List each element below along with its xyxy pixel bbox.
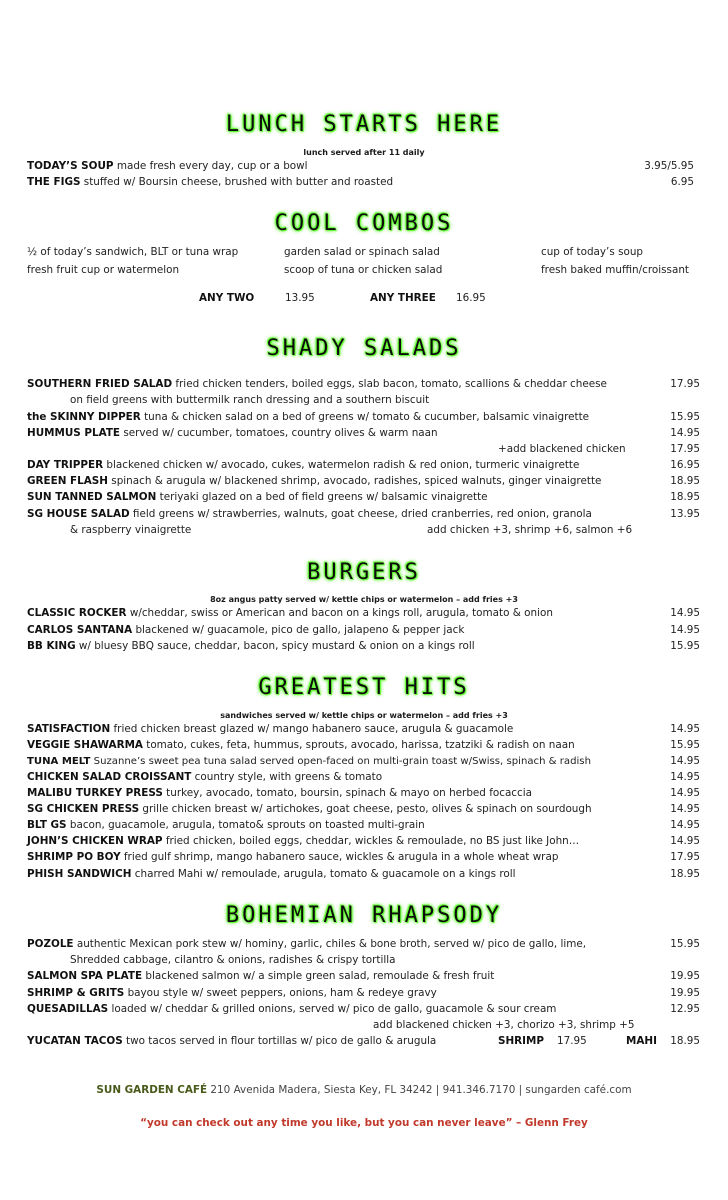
burgers-heading: BURGERS	[307, 560, 421, 585]
item-price: 18.95	[670, 491, 700, 503]
menu-item	[27, 970, 494, 983]
any-two-label: ANY TWO	[199, 292, 255, 304]
item-name: SHRIMP PO BOY	[27, 851, 121, 863]
item-name: SHRIMP & GRITS	[27, 987, 125, 999]
item-name: SATISFACTION	[27, 723, 111, 735]
menu-item	[27, 739, 575, 752]
restaurant-info	[0, 1084, 728, 1096]
menu-item	[27, 851, 558, 864]
any-three-label: ANY THREE	[370, 292, 436, 304]
item-price: 18.95	[670, 475, 700, 487]
item-price: 14.95	[670, 723, 700, 735]
item-price: 14.95	[670, 835, 700, 847]
combos-heading: COOL COMBOS	[274, 211, 454, 236]
item-desc: w/cheddar, swiss or American and bacon on a kings roll, arugula, tomato & onion	[126, 607, 553, 619]
item-name: TUNA MELT	[27, 756, 91, 767]
addon-text: add chicken +3, shrimp +6, salmon +6	[427, 524, 633, 536]
item-desc: two tacos served in flour tortillas w/ pico de gallo & arugula	[122, 1035, 437, 1047]
item-price: 14.95	[670, 771, 700, 783]
menu-item	[27, 868, 516, 881]
item-price: 15.95	[670, 938, 700, 950]
item-name: PHISH SANDWICH	[27, 868, 132, 880]
item-price: 14.95	[670, 819, 700, 831]
item-desc-continued: on field greens with buttermilk ranch dressing and a southern biscuit	[70, 394, 430, 406]
item-desc: tuna & chicken salad on a bed of greens w/ tomato & cucumber, balsamic vinaigrette	[140, 411, 590, 423]
item-desc-continued: & raspberry vinaigrette	[70, 524, 192, 536]
restaurant-name: SUN GARDEN CAFÉ	[96, 1084, 208, 1096]
menu-item	[27, 640, 475, 653]
item-desc: grille chicken breast w/ artichokes, goat cheese, pesto, olives & spinach on sourdough	[139, 803, 592, 815]
menu-item	[27, 771, 382, 784]
menu-item	[27, 1035, 436, 1048]
item-name: CLASSIC ROCKER	[27, 607, 127, 619]
item-price: 18.95	[670, 868, 700, 880]
item-desc: Suzanne’s sweet pea tuna salad served open-faced on multi-grain toast w/Swiss, spinach & radish	[90, 756, 591, 767]
item-price: 14.95	[670, 755, 700, 767]
item-name: YUCATAN TACOS	[27, 1035, 123, 1047]
item-price: 16.95	[670, 459, 700, 471]
burgers-note: 8oz angus patty served w/ kettle chips or watermelon – add fries +3	[210, 595, 518, 604]
item-desc: turkey, avocado, tomato, boursin, spinach & mayo on herbed focaccia	[162, 787, 532, 799]
lunch-note: lunch served after 11 daily	[303, 148, 425, 157]
item-name: the SKINNY DIPPER	[27, 411, 141, 423]
item-price: 6.95	[670, 176, 694, 188]
bohemian-heading: BOHEMIAN RHAPSODY	[225, 903, 503, 928]
item-desc: tomato, cukes, feta, hummus, sprouts, avocado, harissa, tzatziki & radish on naan	[142, 739, 575, 751]
item-name: DAY TRIPPER	[27, 459, 104, 471]
item-desc: spinach & arugula w/ blackened shrimp, avocado, radishes, spiced walnuts, ginger vinaigrette	[107, 475, 602, 487]
item-price: 3.95/5.95	[644, 160, 694, 172]
combo-option: fresh fruit cup or watermelon	[27, 264, 180, 276]
menu-item	[27, 491, 488, 504]
item-name: BB KING	[27, 640, 76, 652]
menu-item	[27, 987, 437, 1000]
menu-item	[27, 835, 579, 848]
menu-item	[27, 723, 513, 736]
item-price: 12.95	[670, 1003, 700, 1015]
item-name: TODAY’S SOUP	[27, 160, 114, 172]
item-price: 15.95	[670, 411, 700, 423]
item-desc: made fresh every day, cup or a bowl	[113, 160, 308, 172]
combo-option: cup of today’s soup	[541, 246, 644, 258]
item-name: GREEN FLASH	[27, 475, 108, 487]
item-price: 14.95	[670, 607, 700, 619]
item-desc: blackened chicken w/ avocado, cukes, watermelon radish & red onion, turmeric vinaigrette	[103, 459, 580, 471]
item-desc: loaded w/ cheddar & grilled onions, served w/ pico de gallo, guacamole & sour cream	[108, 1003, 557, 1015]
menu-item	[27, 938, 586, 951]
item-desc: stuffed w/ Boursin cheese, brushed with butter and roasted	[80, 176, 394, 188]
any-two-price: 13.95	[285, 292, 315, 304]
item-price: 17.95	[670, 378, 700, 390]
item-price: 15.95	[670, 739, 700, 751]
item-desc: w/ bluesy BBQ sauce, cheddar, bacon, spicy mustard & onion on a kings roll	[75, 640, 475, 652]
item-name: THE FIGS	[27, 176, 81, 188]
item-price: 14.95	[670, 787, 700, 799]
item-desc: field greens w/ strawberries, walnuts, goat cheese, dried cranberries, red onion, granola	[129, 508, 592, 520]
menu-item	[27, 411, 589, 424]
item-name: BLT GS	[27, 819, 67, 831]
menu-item	[27, 607, 553, 620]
menu-item	[27, 819, 425, 832]
item-name: QUESADILLAS	[27, 1003, 109, 1015]
menu-item	[27, 475, 601, 488]
item-name: JOHN’S CHICKEN WRAP	[27, 835, 163, 847]
item-name: SUN TANNED SALMON	[27, 491, 157, 503]
addon-text: add blackened chicken +3, chorizo +3, shrimp +5	[373, 1019, 635, 1031]
hits-note: sandwiches served w/ kettle chips or watermelon – add fries +3	[220, 711, 508, 720]
item-price: 19.95	[670, 987, 700, 999]
any-three-price: 16.95	[456, 292, 486, 304]
item-desc: charred Mahi w/ remoulade, arugula, tomato & guacamole on a kings roll	[131, 868, 516, 880]
item-desc: teriyaki glazed on a bed of field greens w/ balsamic vinaigrette	[156, 491, 488, 503]
item-price: 13.95	[670, 508, 700, 520]
item-desc: blackened w/ guacamole, pico de gallo, jalapeno & pepper jack	[132, 624, 465, 636]
menu-item	[27, 459, 579, 472]
addon-text: +add blackened chicken	[498, 443, 626, 455]
item-desc: country style, with greens & tomato	[191, 771, 383, 783]
item-desc: fried chicken breast glazed w/ mango habanero sauce, arugula & guacamole	[110, 723, 514, 735]
menu-item	[27, 624, 464, 637]
combo-option: scoop of tuna or chicken salad	[284, 264, 443, 276]
item-name: SOUTHERN FRIED SALAD	[27, 378, 173, 390]
closing-quote: “you can check out any time you like, but you can never leave” – Glenn Frey	[140, 1117, 588, 1129]
item-name: VEGGIE SHAWARMA	[27, 739, 143, 751]
item-name: POZOLE	[27, 938, 74, 950]
menu-item	[27, 1003, 556, 1016]
menu-item	[27, 160, 308, 173]
item-price: 19.95	[670, 970, 700, 982]
item-desc: fried chicken tenders, boiled eggs, slab bacon, tomato, scallions & cheddar cheese	[172, 378, 607, 390]
hits-heading: GREATEST HITS	[258, 675, 470, 700]
shrimp-price: 17.95	[557, 1035, 587, 1047]
item-price: 14.95	[670, 803, 700, 815]
item-desc: fried chicken, boiled eggs, cheddar, wickles & remoulade, no BS just like John…	[162, 835, 580, 847]
item-name: CHICKEN SALAD CROISSANT	[27, 771, 192, 783]
menu-item	[27, 427, 438, 440]
item-name: CARLOS SANTANA	[27, 624, 133, 636]
item-desc: bayou style w/ sweet peppers, onions, ham & redeye gravy	[124, 987, 437, 999]
item-name: SG CHICKEN PRESS	[27, 803, 140, 815]
item-price: 14.95	[670, 624, 700, 636]
lunch-heading: LUNCH STARTS HERE	[225, 112, 503, 137]
menu-item	[27, 508, 592, 521]
item-desc: authentic Mexican pork stew w/ hominy, garlic, chiles & bone broth, served w/ pico de gallo, lime,	[73, 938, 587, 950]
menu-item	[27, 803, 592, 816]
item-price: 17.95	[670, 851, 700, 863]
item-desc-continued: Shredded cabbage, cilantro & onions, radishes & crispy tortilla	[70, 954, 396, 966]
item-desc: bacon, guacamole, arugula, tomato& sprouts on toasted multi-grain	[66, 819, 425, 831]
item-name: SG HOUSE SALAD	[27, 508, 130, 520]
menu-item	[27, 176, 393, 189]
mahi-label: MAHI	[626, 1035, 657, 1047]
item-desc: fried gulf shrimp, mango habanero sauce, wickles & arugula in a whole wheat wrap	[120, 851, 559, 863]
salads-heading: SHADY SALADS	[266, 336, 462, 361]
combo-option: ½ of today’s sandwich, BLT or tuna wrap	[27, 246, 239, 258]
item-name: HUMMUS PLATE	[27, 427, 121, 439]
item-price: 14.95	[670, 427, 700, 439]
item-desc: blackened salmon w/ a simple green salad, remoulade & fresh fruit	[142, 970, 495, 982]
mahi-price: 18.95	[670, 1035, 700, 1047]
item-price: 17.95	[670, 443, 700, 455]
item-name: MALIBU TURKEY PRESS	[27, 787, 163, 799]
menu-item	[27, 787, 532, 800]
shrimp-label: SHRIMP	[498, 1035, 545, 1047]
menu-item	[27, 378, 607, 391]
item-name: SALMON SPA PLATE	[27, 970, 143, 982]
item-price: 15.95	[670, 640, 700, 652]
menu-item	[27, 755, 591, 768]
item-desc: served w/ cucumber, tomatoes, country olives & warm naan	[120, 427, 438, 439]
combo-option: fresh baked muffin/croissant	[541, 264, 689, 276]
restaurant-address: 210 Avenida Madera, Siesta Key, FL 34242 | 941.346.7170 | sungarden café.com	[207, 1084, 632, 1096]
combo-option: garden salad or spinach salad	[284, 246, 440, 258]
